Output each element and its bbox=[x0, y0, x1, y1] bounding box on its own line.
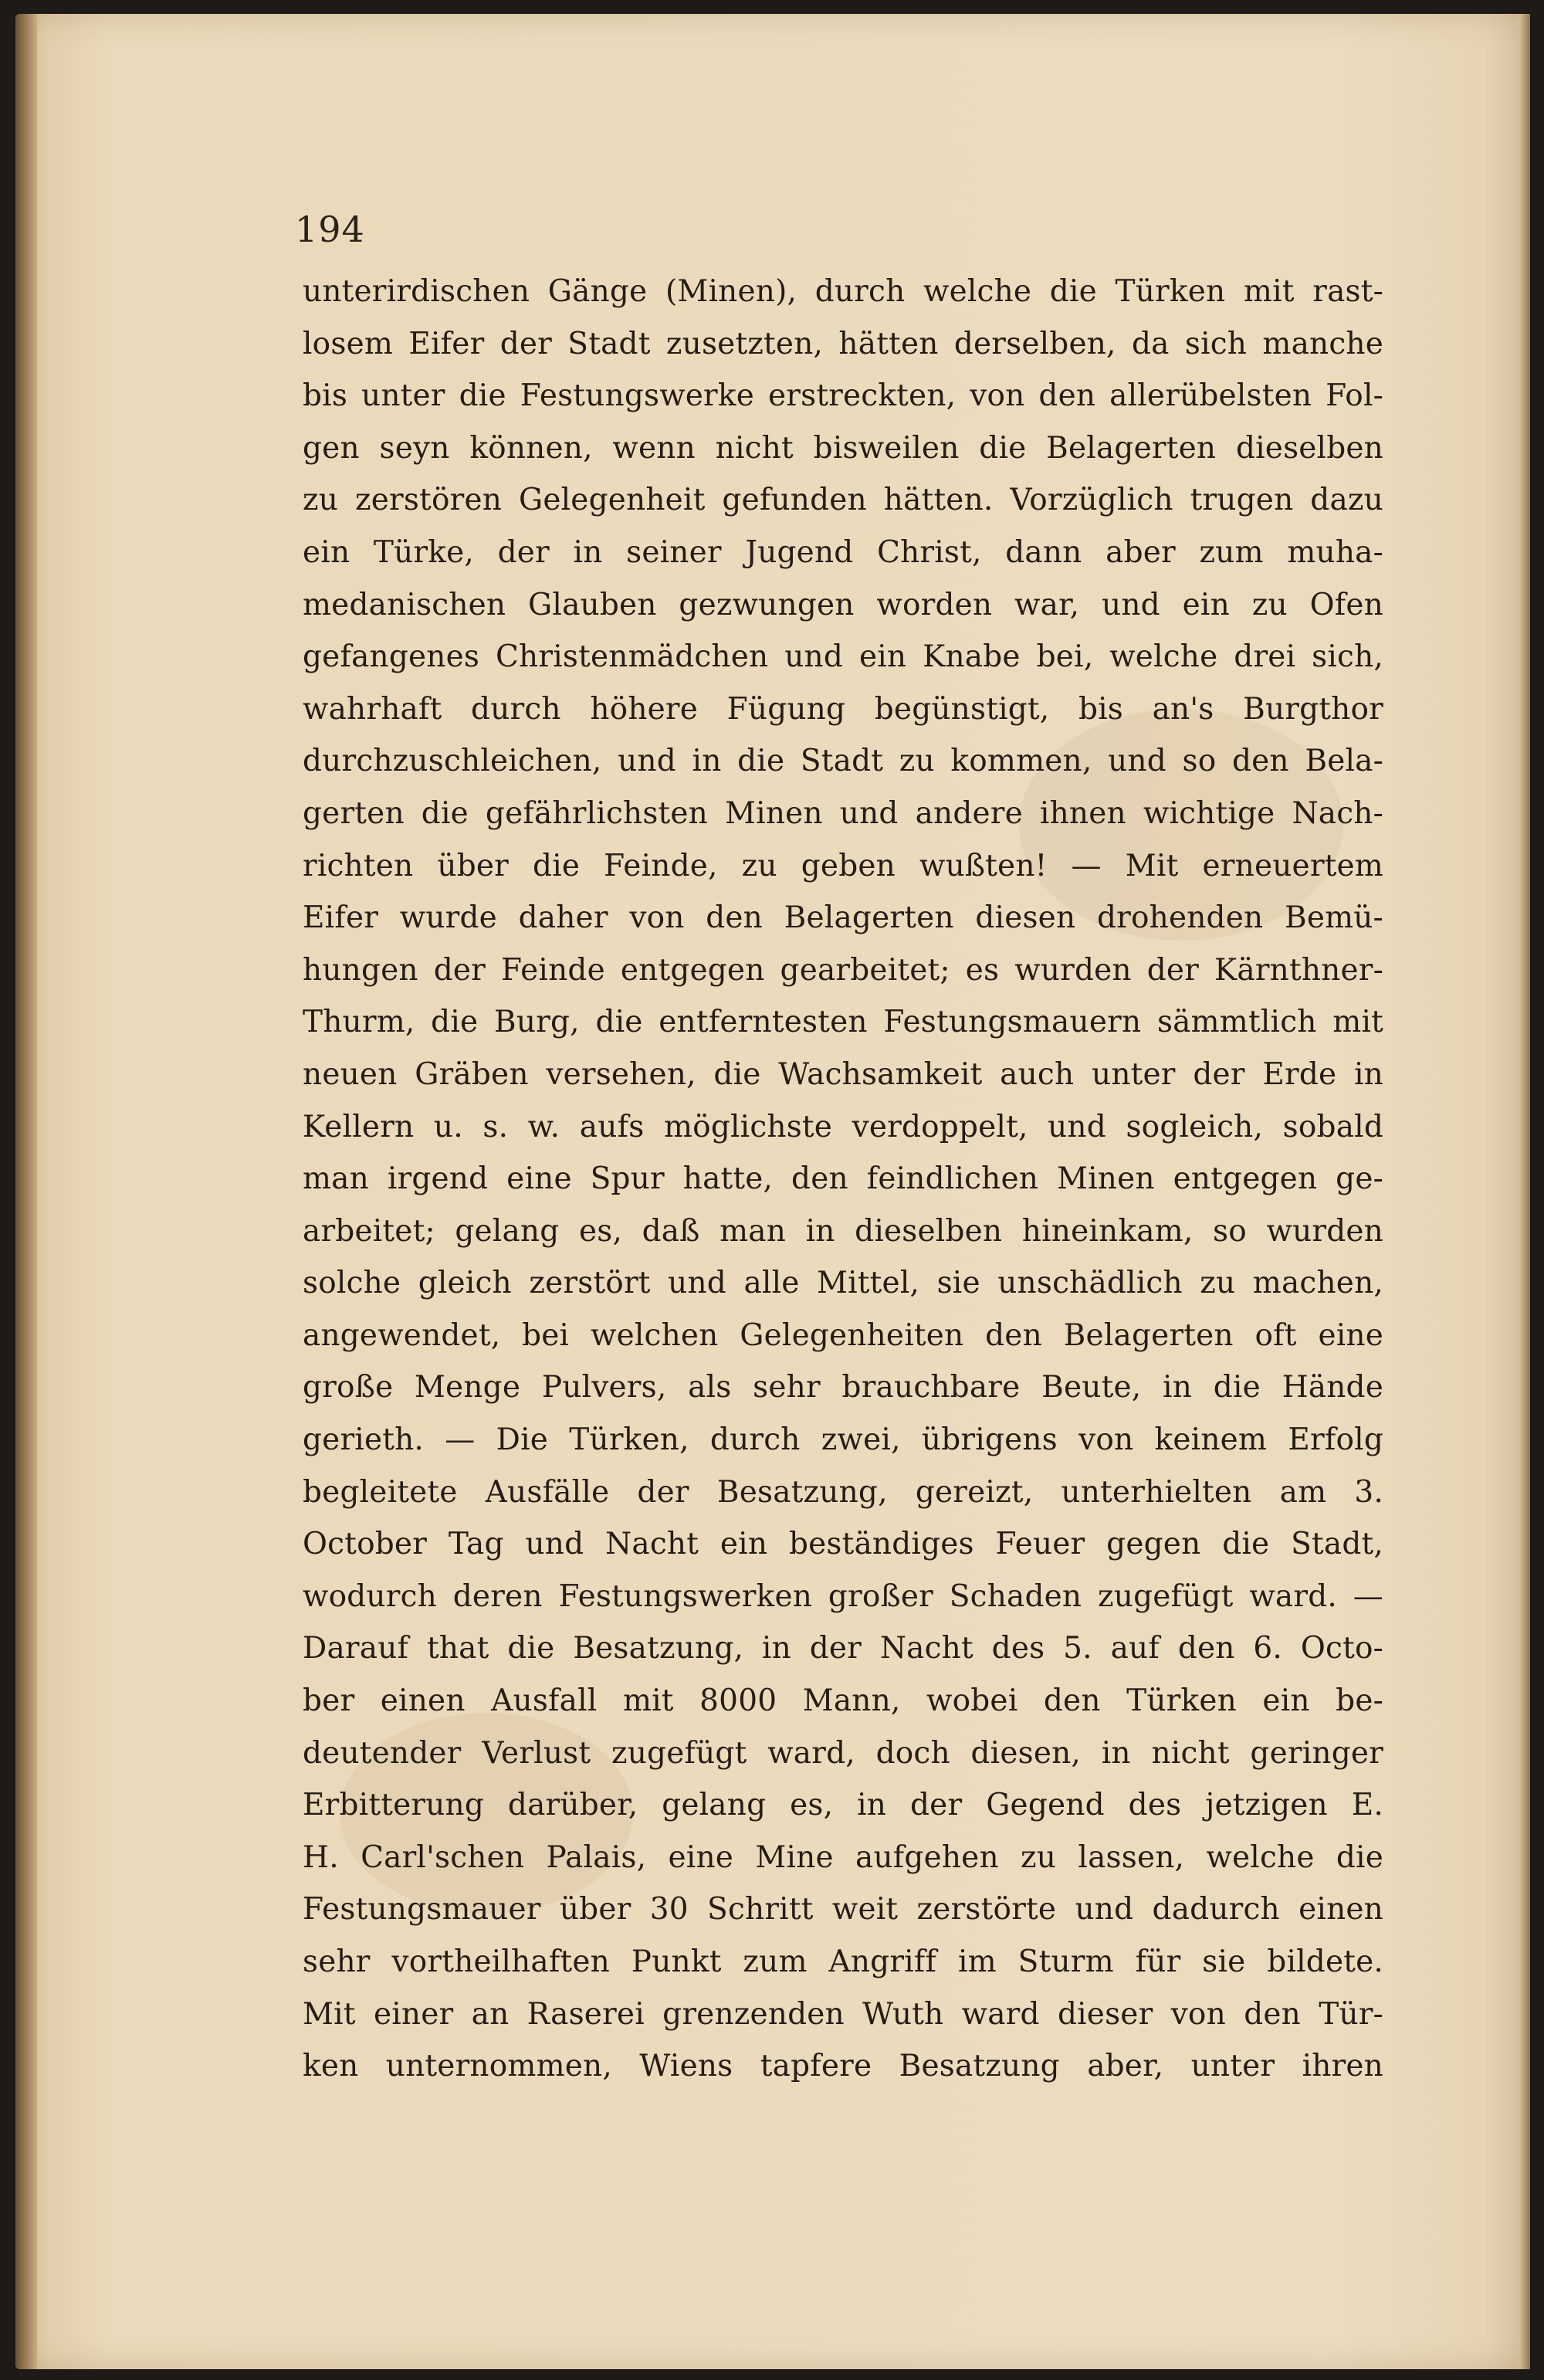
text-line: arbeitet; gelang es, daß man in dieselben hineinkam, so wurden bbox=[303, 1213, 1383, 1249]
text-line: richten über die Feinde, zu geben wußten! — Mit erneuertem bbox=[303, 848, 1383, 883]
text-line: neuen Gräben versehen, die Wachsamkeit auch unter der Erde in bbox=[303, 1056, 1383, 1092]
text-line: durchzuschleichen, und in die Stadt zu kommen, und so den Bela- bbox=[303, 744, 1383, 779]
text-line: Thurm, die Burg, die entferntesten Festungsmauern sämmtlich mit bbox=[303, 1005, 1383, 1040]
text-line: ber einen Ausfall mit 8000 Mann, wobei den Türken ein be- bbox=[303, 1683, 1383, 1719]
text-line: Kellern u. s. w. aufs möglichste verdoppelt, und sogleich, sobald bbox=[303, 1109, 1383, 1144]
text-line: bis unter die Festungswerke erstreckten, von den allerübelsten Fol- bbox=[303, 378, 1383, 414]
text-line: Festungsmauer über 30 Schritt weit zerstörte und dadurch einen bbox=[303, 1892, 1383, 1927]
text-line: medanischen Glauben gezwungen worden war, und ein zu Ofen bbox=[303, 587, 1383, 622]
text-line: unterirdischen Gänge (Minen), durch welche die Türken mit rast- bbox=[303, 274, 1383, 309]
text-line: losem Eifer der Stadt zusetzten, hätten derselben, da sich manche bbox=[303, 326, 1383, 361]
text-line: gefangenes Christenmädchen und ein Knabe bei, welche drei sich, bbox=[303, 639, 1383, 675]
text-line: große Menge Pulvers, als sehr brauchbare Beute, in die Hände bbox=[303, 1370, 1383, 1405]
text-line: Darauf that die Besatzung, in der Nacht des 5. auf den 6. Octo- bbox=[303, 1631, 1383, 1666]
text-line: gerieth. — Die Türken, durch zwei, übrigens von keinem Erfolg bbox=[303, 1422, 1383, 1458]
text-line: zu zerstören Gelegenheit gefunden hätten. Vorzüglich trugen dazu bbox=[303, 483, 1383, 518]
page-right-edge bbox=[1519, 14, 1530, 2369]
text-line: Eifer wurde daher von den Belagerten diesen drohenden Bemü- bbox=[303, 900, 1383, 936]
text-line: man irgend eine Spur hatte, den feindlichen Minen entgegen ge- bbox=[303, 1161, 1383, 1197]
text-line: ein Türke, der in seiner Jugend Christ, dann aber zum muha- bbox=[303, 534, 1383, 570]
text-line: solche gleich zerstört und alle Mittel, sie unschädlich zu machen, bbox=[303, 1266, 1383, 1301]
text-line: deutender Verlust zugefügt ward, doch diesen, in nicht geringer bbox=[303, 1735, 1383, 1771]
text-line: angewendet, bei welchen Gelegenheiten den Belagerten oft eine bbox=[303, 1317, 1383, 1353]
body-text bbox=[303, 266, 1383, 2093]
text-line: ken unternommen, Wiens tapfere Besatzung aber, unter ihren bbox=[303, 2049, 1383, 2084]
page-number: 194 bbox=[295, 209, 365, 250]
text-line: begleitete Ausfälle der Besatzung, gereizt, unterhielten am 3. bbox=[303, 1474, 1383, 1510]
text-line: gen seyn können, wenn nicht bisweilen die Belagerten dieselben bbox=[303, 430, 1383, 466]
text-line: H. Carl'schen Palais, eine Mine aufgehen zu lassen, welche die bbox=[303, 1839, 1383, 1875]
text-line: sehr vortheilhaften Punkt zum Angriff im Sturm für sie bildete. bbox=[303, 1944, 1383, 1979]
text-line: October Tag und Nacht ein beständiges Feuer gegen die Stadt, bbox=[303, 1527, 1383, 1562]
text-line: Erbitterung darüber, gelang es, in der Gegend des jetzigen E. bbox=[303, 1788, 1383, 1823]
text-line: hungen der Feinde entgegen gearbeitet; es wurden der Kärnthner- bbox=[303, 952, 1383, 988]
text-line: wodurch deren Festungswerken großer Schaden zugefügt ward. — bbox=[303, 1578, 1383, 1614]
text-line: wahrhaft durch höhere Fügung begünstigt, bis an's Burgthor bbox=[303, 691, 1383, 727]
page-spine-shadow bbox=[15, 14, 37, 2369]
text-line: Mit einer an Raserei grenzenden Wuth ward dieser von den Tür- bbox=[303, 1996, 1383, 2032]
text-line: gerten die gefährlichsten Minen und andere ihnen wichtige Nach- bbox=[303, 795, 1383, 831]
